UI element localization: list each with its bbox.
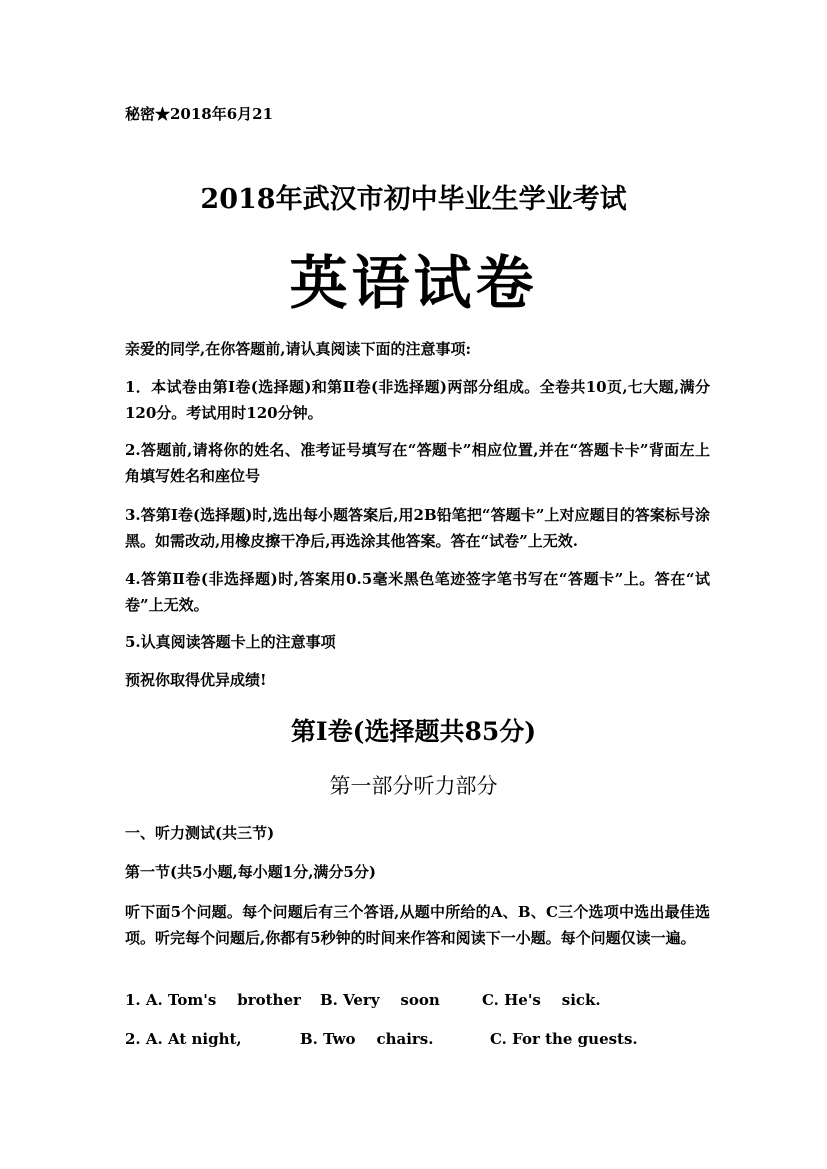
question-2-option-b: B. Two chairs. (300, 1030, 434, 1048)
question-1-option-a: 1. A. Tom's brother (125, 991, 301, 1009)
notice-wish: 预祝你取得优异成绩! (125, 671, 267, 689)
notice-item-4: 4.答第Ⅱ卷(非选择题)时,答案用0.5毫米黑色笔迹签字笔书写在“答题卡”上。答在“试卷”上无效。 (125, 570, 710, 614)
notice-item-2: 2.答题前,请将你的姓名、准考证号填写在“答题卡”相应位置,并在“答题卡卡”背面左上角填写姓名和座位号 (125, 441, 710, 485)
confidential-header: 秘密★2018年6月21 (125, 105, 274, 123)
question-1-option-b: B. Very soon (320, 991, 440, 1009)
notice-intro: 亲爱的同学,在你答题前,请认真阅读下面的注意事项: (125, 340, 471, 358)
question-2-option-c: C. For the guests. (490, 1030, 638, 1048)
question-1-option-c: C. He's sick. (482, 991, 601, 1009)
exam-title: 2018年武汉市初中毕业生学业考试 (200, 184, 627, 215)
section-title: 第I卷(选择题共85分) (290, 717, 537, 746)
part-title: 第一部分听力部分 (329, 774, 498, 798)
listening-heading: 一、听力测试(共三节) (125, 824, 275, 842)
question-2-option-a: 2. A. At night, (125, 1030, 242, 1048)
notice-item-3: 3.答第I卷(选择题)时,选出每小题答案后,用2B铅笔把“答题卡”上对应题目的答案标号涂黑。如需改动,用橡皮擦干净后,再选涂其他答案。答在“试卷”上无效. (125, 506, 710, 550)
subject-title: 英语试卷 (289, 249, 538, 317)
notice-item-1: 1．本试卷由第Ⅰ卷(选择题)和第Ⅱ卷(非选择题)两部分组成。全卷共10页,七大题,满分120分。考试用时120分钟。 (125, 378, 710, 422)
listening-instructions: 听下面5个问题。每个问题后有三个答语,从题中所给的A、B、C三个选项中选出最佳选项。听完每个问题后,你都有5秒钟的时间来作答和阅读下一小题。每个问题仅读一遍。 (125, 903, 710, 947)
listening-subsection: 第一节(共5小题,每小题1分,满分5分) (125, 863, 376, 881)
notice-item-5: 5.认真阅读答题卡上的注意事项 (125, 633, 336, 651)
